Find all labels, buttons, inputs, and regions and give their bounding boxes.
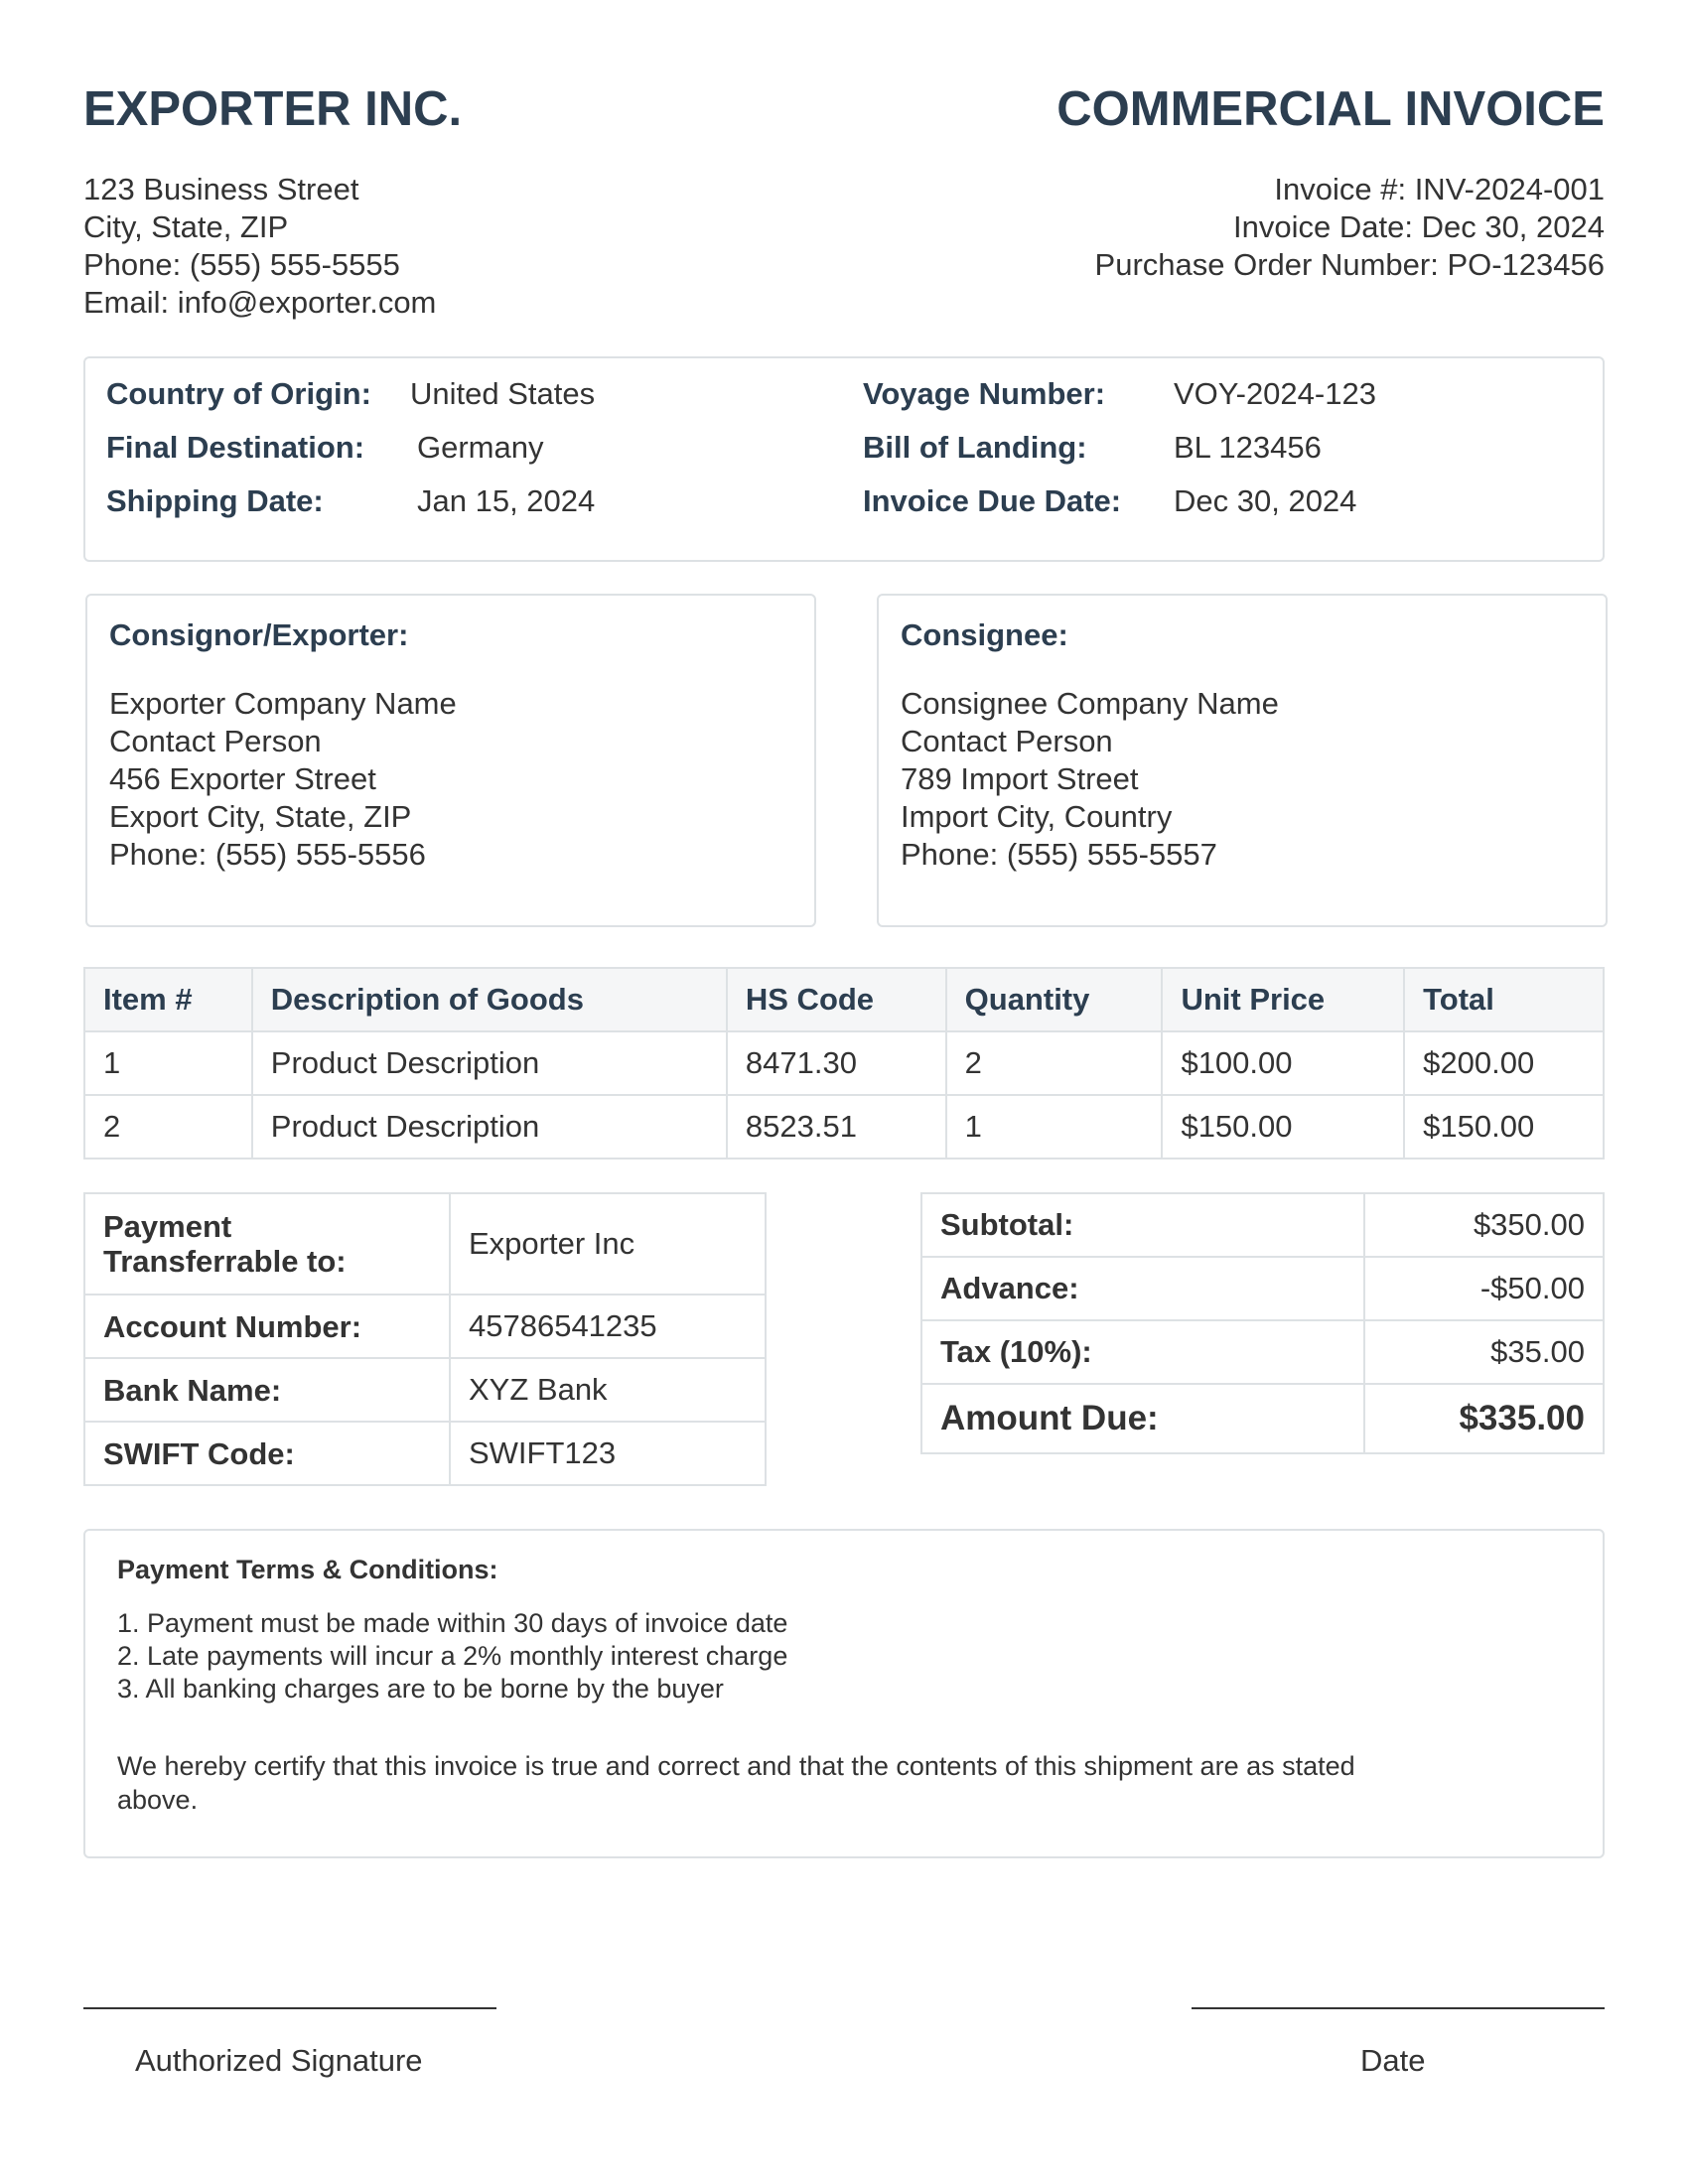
- table-row: [84, 1358, 766, 1422]
- table-cell: 8523.51: [727, 1095, 946, 1159]
- certification-line: We hereby certify that this invoice is true and correct and that the contents of this shipment are as stated: [117, 1751, 1355, 1781]
- column-header: Quantity: [946, 968, 1163, 1031]
- document-title: COMMERCIAL INVOICE: [1056, 82, 1605, 136]
- exporter-address: [83, 171, 436, 322]
- po-number: Purchase Order Number: PO-123456: [1094, 247, 1605, 282]
- column-header: Item #: [84, 968, 252, 1031]
- column-header: Description of Goods: [252, 968, 727, 1031]
- table-cell: 1: [84, 1031, 252, 1095]
- transfer-value: Exporter Inc: [450, 1193, 766, 1295]
- terms-item: 1. Payment must be made within 30 days of invoice date: [117, 1608, 788, 1638]
- consignee-line: Import City, Country: [901, 799, 1173, 834]
- table-row: [84, 1031, 1604, 1095]
- bank-value: XYZ Bank: [450, 1358, 766, 1422]
- transfer-label-line: Transferrable to:: [103, 1244, 347, 1279]
- swift-label: SWIFT Code:: [84, 1422, 450, 1485]
- items-header-row: [84, 968, 1604, 1031]
- tax-label: Tax (10%):: [921, 1320, 1364, 1384]
- table-row: [84, 1422, 766, 1485]
- table-row: [84, 1193, 766, 1295]
- amount-due-label: Amount Due:: [921, 1384, 1364, 1453]
- payment-details-table: [83, 1192, 767, 1486]
- table-cell: 1: [946, 1095, 1163, 1159]
- address-line: City, State, ZIP: [83, 209, 289, 244]
- destination-value: Germany: [417, 430, 544, 465]
- bill-of-landing-label: Bill of Landing:: [863, 430, 1087, 465]
- swift-value: SWIFT123: [450, 1422, 766, 1485]
- consignor-line: Phone: (555) 555-5556: [109, 837, 426, 872]
- items-table: [83, 967, 1605, 1160]
- voyage-label: Voyage Number:: [863, 376, 1106, 411]
- consignee-box: [877, 594, 1608, 927]
- column-header: Unit Price: [1162, 968, 1404, 1031]
- signature-line: [83, 2007, 496, 2009]
- table-cell: Product Description: [252, 1095, 727, 1159]
- table-row: [921, 1384, 1604, 1453]
- shipping-date-value: Jan 15, 2024: [417, 483, 596, 518]
- column-header: HS Code: [727, 968, 946, 1031]
- column-header: Total: [1404, 968, 1604, 1031]
- terms-item: 3. All banking charges are to be borne by the buyer: [117, 1674, 724, 1704]
- signature-label: Authorized Signature: [135, 2043, 423, 2078]
- table-cell: $150.00: [1404, 1095, 1604, 1159]
- table-row: [921, 1193, 1604, 1257]
- advance-label: Advance:: [921, 1257, 1364, 1320]
- terms-item: 2. Late payments will incur a 2% monthly interest charge: [117, 1641, 788, 1671]
- bank-label: Bank Name:: [84, 1358, 450, 1422]
- invoice-date: Invoice Date: Dec 30, 2024: [1233, 209, 1605, 244]
- consignor-heading: Consignor/Exporter:: [109, 617, 409, 652]
- consignee-line: 789 Import Street: [901, 761, 1139, 796]
- destination-label: Final Destination:: [106, 430, 365, 465]
- table-cell: $150.00: [1162, 1095, 1404, 1159]
- invoice-number: Invoice #: INV-2024-001: [1274, 172, 1605, 206]
- table-cell: $200.00: [1404, 1031, 1604, 1095]
- date-line: [1192, 2007, 1605, 2009]
- totals-table: [920, 1192, 1605, 1454]
- tax-value: $35.00: [1364, 1320, 1604, 1384]
- advance-value: -$50.00: [1364, 1257, 1604, 1320]
- bill-of-landing-value: BL 123456: [1174, 430, 1322, 465]
- table-row: [84, 1095, 1604, 1159]
- consignor-box: [85, 594, 816, 927]
- address-line: 123 Business Street: [83, 172, 359, 206]
- company-name: EXPORTER INC.: [83, 82, 463, 136]
- transfer-label: [84, 1193, 450, 1295]
- invoice-meta: [1095, 171, 1605, 284]
- table-row: [921, 1320, 1604, 1384]
- consignor-line: 456 Exporter Street: [109, 761, 376, 796]
- subtotal-value: $350.00: [1364, 1193, 1604, 1257]
- shipping-date-label: Shipping Date:: [106, 483, 324, 518]
- certification-text: [117, 1749, 1571, 1817]
- transfer-label-line: Payment: [103, 1209, 232, 1244]
- consignee-line: Consignee Company Name: [901, 686, 1279, 721]
- date-label: Date: [1360, 2043, 1426, 2078]
- consignee-line: Phone: (555) 555-5557: [901, 837, 1217, 872]
- terms-box: [83, 1529, 1605, 1858]
- due-date-value: Dec 30, 2024: [1174, 483, 1357, 518]
- certification-line: above.: [117, 1785, 199, 1815]
- address-line: Phone: (555) 555-5555: [83, 247, 400, 282]
- address-line: Email: info@exporter.com: [83, 285, 437, 320]
- table-cell: 2: [946, 1031, 1163, 1095]
- amount-due-value: $335.00: [1364, 1384, 1604, 1453]
- consignee-heading: Consignee:: [901, 617, 1068, 652]
- table-cell: 8471.30: [727, 1031, 946, 1095]
- voyage-value: VOY-2024-123: [1174, 376, 1376, 411]
- table-row: [84, 1295, 766, 1358]
- consignor-line: Contact Person: [109, 724, 322, 758]
- terms-heading: Payment Terms & Conditions:: [117, 1555, 498, 1584]
- table-cell: 2: [84, 1095, 252, 1159]
- table-cell: Product Description: [252, 1031, 727, 1095]
- account-label: Account Number:: [84, 1295, 450, 1358]
- shipping-info-box: [83, 356, 1605, 562]
- country-label: Country of Origin:: [106, 376, 371, 411]
- table-cell: $100.00: [1162, 1031, 1404, 1095]
- consignee-line: Contact Person: [901, 724, 1113, 758]
- due-date-label: Invoice Due Date:: [863, 483, 1122, 518]
- table-row: [921, 1257, 1604, 1320]
- consignor-line: Exporter Company Name: [109, 686, 457, 721]
- account-value: 45786541235: [450, 1295, 766, 1358]
- country-value: United States: [410, 376, 596, 411]
- subtotal-label: Subtotal:: [921, 1193, 1364, 1257]
- consignor-line: Export City, State, ZIP: [109, 799, 412, 834]
